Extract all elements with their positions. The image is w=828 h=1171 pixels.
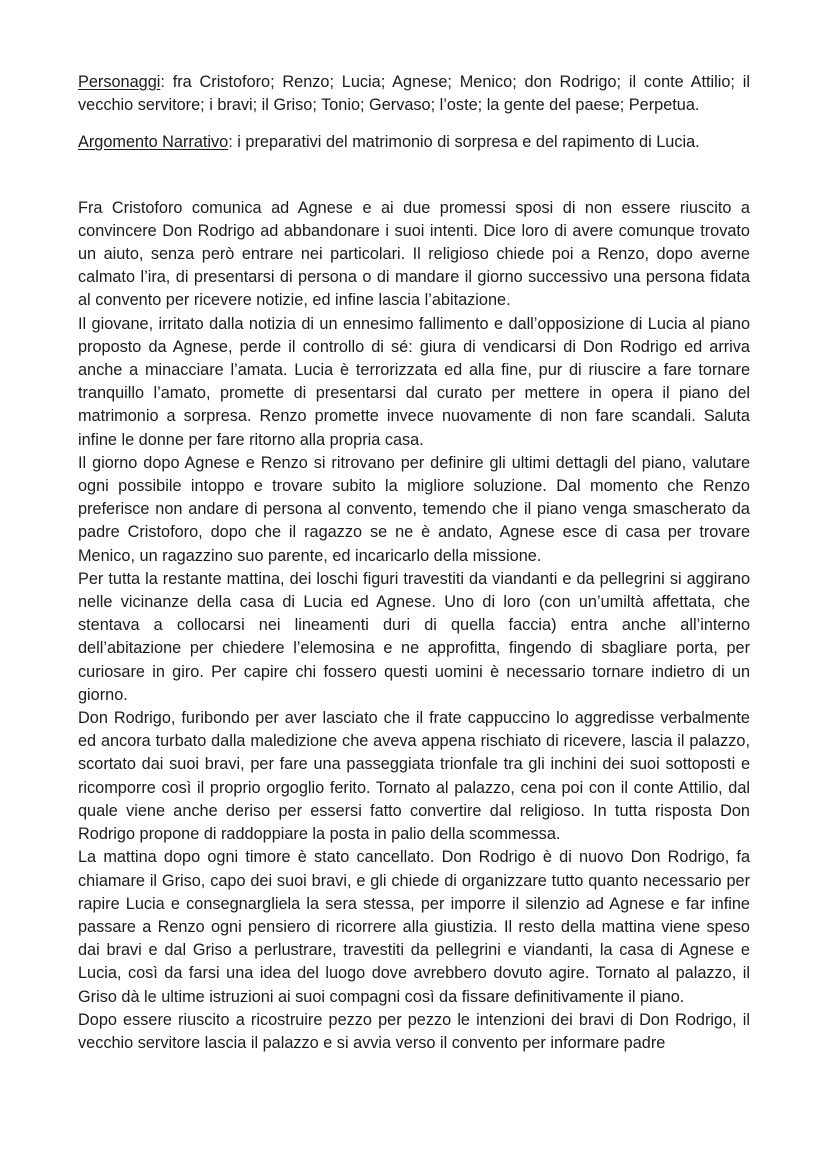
body-paragraph-3: Il giorno dopo Agnese e Renzo si ritrovano per definire gli ultimi dettagli del piano, valutare ogni possibile intoppo e trovare subito la migliore soluzione. Dal momento che Renzo preferisce non andare di persona al convento, temendo che il piano venga smascherato da padre Cristoforo, dopo che il ragazzo se ne è andato, Agnese esce di casa per trovare Menico, un ragazzino suo parente, ed incaricarlo della missione. (78, 453, 750, 565)
argomento-label: Argomento Narrativo (78, 133, 229, 152)
body-paragraph-1: Fra Cristoforo comunica ad Agnese e ai due promessi sposi di non essere riuscito a convincere Don Rodrigo ad abbandonare i suoi intenti. Dice loro di avere comunque trovato un aiuto, senza però entrare nei particolari. Il religioso chiede poi a Renzo, dopo averne calmato l’ira, di presentarsi di persona o di mandare il giorno successivo una persona fidata al convento per ricevere notizie, ed infine lascia l’abitazione. (78, 198, 750, 310)
body-paragraph-4: Per tutta la restante mattina, dei loschi figuri travestiti da viandanti e da pellegrini si aggirano nelle vicinanze della casa di Lucia ed Agnese. Uno di loro (con un’umiltà affettata, che stentava a collocarsi nei lineamenti duri di quella faccia) entra anche all’interno dell’abitazione per chiedere l’elemosina e ne approfitta, fingendo di sbagliare porta, per curiosare in giro. Per capire chi fossero questi uomini è necessario tornare indietro di un giorno. (78, 569, 750, 704)
body-text (78, 197, 750, 1056)
argomento-paragraph (78, 131, 750, 154)
body-paragraph-2: Il giovane, irritato dalla notizia di un ennesimo fallimento e dall’opposizione di Lucia al piano proposto da Agnese, perde il controllo di sé: giura di vendicarsi di Don Rodrigo ed arriva anche a minacciare l’amata. Lucia è terrorizzata ed alla fine, pur di riuscire a fare tornare tranquillo l’amato, promette di presentarsi dal curato per mettere in opera il piano del matrimonio a sorpresa. Renzo promette invece nuovamente di non fare scandali. Saluta infine le donne per fare ritorno alla propria casa. (78, 314, 750, 449)
body-paragraph-5: Don Rodrigo, furibondo per aver lasciato che il frate cappuccino lo aggredisse verbalmente ed ancora turbato dalla maledizione che aveva appena rischiato di ricevere, lascia il palazzo, scortato dai suoi bravi, per fare una passeggiata trionfale tra gli inchini dei suoi sottoposti e ricomporre così il proprio orgoglio ferito. Tornato al palazzo, cena poi con il conte Attilio, dal quale viene anche deriso per essersi fatto convertire dal religioso. In tutta risposta Don Rodrigo propone di raddoppiare la posta in palio della scommessa. (78, 709, 750, 844)
argomento-text: : i preparativi del matrimonio di sorpresa e del rapimento di Lucia. (228, 133, 700, 152)
body-paragraph-6: La mattina dopo ogni timore è stato cancellato. Don Rodrigo è di nuovo Don Rodrigo, fa chiamare il Griso, capo dei suoi bravi, e gli chiede di organizzare tutto quanto necessario per rapire Lucia e consegnargliela la sera stessa, per imporre il silenzio ad Agnese e far infine passare a Renzo ogni pensiero di ricorrere alla giustizia. Il resto della mattina viene speso dai bravi e dal Griso a perlustrare, travestiti da pellegrini e viandanti, la casa di Agnese e Lucia, così da farsi una idea del luogo dove avrebbero dovuto agire. Tornato al palazzo, il Griso dà le ultime istruzioni ai suoi compagni così da fissare definitivamente il piano. (78, 848, 750, 1006)
body-paragraph-7: Dopo essere riuscito a ricostruire pezzo per pezzo le intenzioni dei bravi di Don Rodrigo, il vecchio servitore lascia il palazzo e si avvia verso il convento per informare padre (78, 1010, 750, 1052)
personaggi-label: Personaggi (78, 73, 161, 91)
personaggi-text: : fra Cristoforo; Renzo; Lucia; Agnese; Menico; don Rodrigo; il conte Attilio; il vecchio servitore; i bravi; il Griso; Tonio; Gervaso; l’oste; la gente del paese; Perpetua. (78, 73, 750, 115)
personaggi-paragraph (78, 71, 750, 117)
